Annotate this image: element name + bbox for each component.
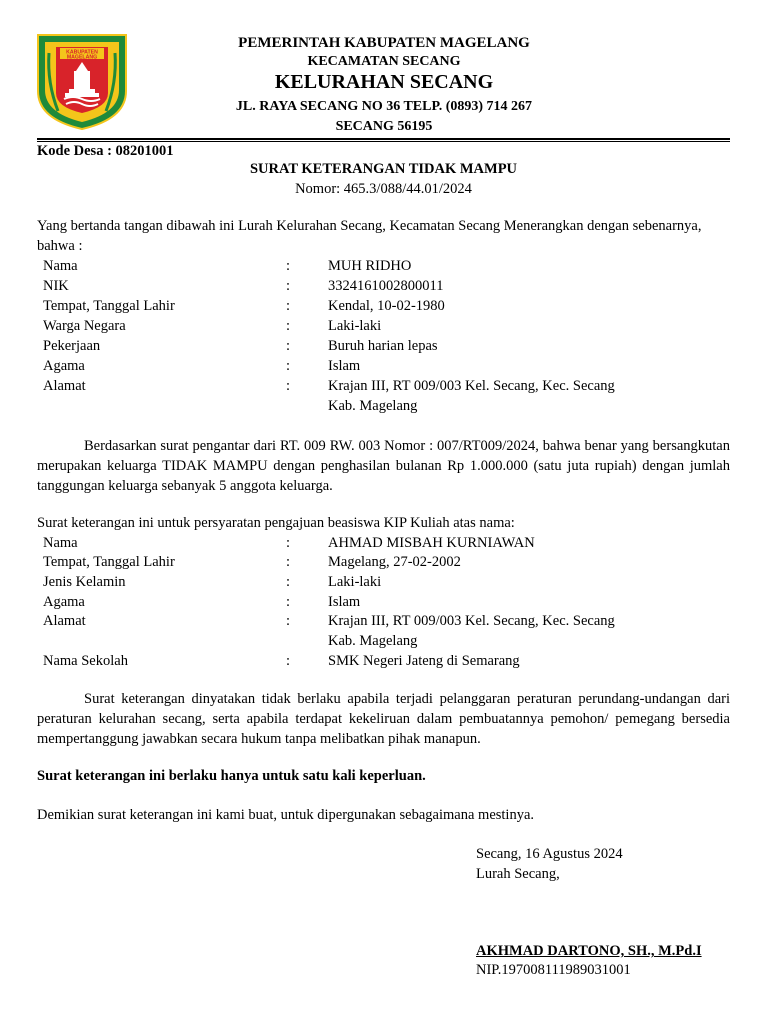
field-label: Tempat, Tanggal Lahir [43, 298, 175, 314]
field-label: NIK [43, 278, 69, 294]
header-address: JL. RAYA SECANG NO 36 TELP. (0893) 714 267 [235, 99, 533, 114]
field-label: Nama Sekolah [43, 653, 128, 669]
field-value-continued: Kab. Magelang [328, 398, 418, 414]
field-value: SMK Negeri Jateng di Semarang [328, 653, 520, 669]
kode-desa: Kode Desa : 08201001 [37, 143, 174, 159]
field-value: AHMAD MISBAH KURNIAWAN [328, 535, 535, 551]
field-value: Laki-laki [328, 574, 382, 590]
person1-row [43, 276, 693, 296]
body-paragraph-1: Berdasarkan surat pengantar dari RT. 009 RW. 003 Nomor : 007/RT009/2024, bahwa benar yang bersangkutan merupakan keluarga TIDAK MAMPU dengan penghasilan bulanan Rp 1.000.000 (satu juta rupiah) dengan jumlah tanggungan keluarga sebanyak 5 anggota keluarga. [37, 438, 730, 494]
svg-text:KABUPATEN: KABUPATEN [66, 49, 98, 56]
field-value: Kendal, 10-02-1980 [328, 298, 445, 314]
field-separator: : [286, 554, 291, 570]
body-paragraph-2: Surat keterangan dinyatakan tidak berlaku apabila terjadi pelanggaran peraturan perundang-undangan dari peraturan kelurahan secang, serta apabila terdapat kekeliruan dalam pembuatannya pemohon/ pemegang bersedia mempertanggung jawabkan secara hukum tanpa melibatkan pihak manapun. [37, 691, 730, 747]
field-value: Magelang, 27-02-2002 [328, 554, 461, 570]
field-separator: : [286, 298, 291, 314]
letter-number: Nomor: 465.3/088/44.01/2024 [295, 181, 472, 197]
field-separator: : [286, 278, 291, 294]
person2-row [43, 572, 693, 592]
field-value: Laki-laki [328, 318, 382, 334]
header-government: PEMERINTAH KABUPATEN MAGELANG [238, 35, 530, 51]
svg-text:MAGELANG: MAGELANG [66, 54, 98, 61]
person2-row [43, 552, 693, 572]
field-label: Agama [43, 358, 85, 374]
field-value: Islam [328, 594, 361, 610]
header-postal: SECANG 56195 [335, 119, 433, 134]
field-label: Alamat [43, 613, 86, 629]
signature-place-date: Secang, 16 Agustus 2024 [476, 846, 623, 862]
field-value: Krajan III, RT 009/003 Kel. Secang, Kec. Secang [328, 613, 615, 629]
field-separator: : [286, 594, 291, 610]
person2-row [43, 533, 693, 553]
header-district: KECAMATAN SECANG [307, 54, 461, 69]
person1-row [43, 316, 693, 336]
field-separator: : [286, 378, 291, 394]
person2-row [43, 651, 693, 671]
closing-text: Demikian surat keterangan ini kami buat, untuk dipergunakan sebagaimana mestinya. [37, 807, 535, 823]
field-label: Tempat, Tanggal Lahir [43, 554, 175, 570]
field-value: 3324161002800011 [328, 278, 444, 294]
intro-text: Yang bertanda tangan dibawah ini Lurah Kelurahan Secang, Kecamatan Secang Menerangkan dengan sebenarnya, bahwa : [37, 218, 702, 254]
field-separator: : [286, 613, 291, 629]
field-label: Warga Negara [43, 318, 126, 334]
intro-text-2: Surat keterangan ini untuk persyaratan pengajuan beasiswa KIP Kuliah atas nama: [37, 515, 515, 531]
field-label: Agama [43, 594, 85, 610]
person1-row [43, 376, 693, 416]
field-value-continued: Kab. Magelang [328, 633, 418, 649]
field-value: MUH RIDHO [328, 258, 412, 274]
field-separator: : [286, 318, 291, 334]
header-rule-thick [37, 138, 730, 140]
signatory-nip: NIP.197008111989031001 [476, 962, 631, 978]
field-value: Krajan III, RT 009/003 Kel. Secang, Kec. Secang [328, 378, 615, 394]
letter-title: SURAT KETERANGAN TIDAK MAMPU [249, 161, 518, 177]
validity-notice: Surat keterangan ini berlaku hanya untuk satu kali keperluan. [37, 768, 426, 784]
signatory-name: AKHMAD DARTONO, SH., M.Pd.I [476, 943, 702, 959]
field-separator: : [286, 574, 291, 590]
field-label: Alamat [43, 378, 86, 394]
person2-row [43, 592, 693, 612]
field-separator: : [286, 358, 291, 374]
header-village: KELURAHAN SECANG [274, 71, 494, 93]
person1-row [43, 256, 693, 276]
person1-row [43, 356, 693, 376]
field-value: Islam [328, 358, 361, 374]
field-separator: : [286, 653, 291, 669]
field-value: Buruh harian lepas [328, 338, 438, 354]
field-separator: : [286, 535, 291, 551]
field-separator: : [286, 258, 291, 274]
signature-position: Lurah Secang, [476, 866, 560, 882]
field-label: Nama [43, 535, 78, 551]
person1-row [43, 296, 693, 316]
field-label: Pekerjaan [43, 338, 101, 354]
person1-row [43, 336, 693, 356]
field-label: Nama [43, 258, 78, 274]
person2-row [43, 611, 693, 651]
kabupaten-magelang-logo [36, 33, 128, 131]
field-label: Jenis Kelamin [43, 574, 126, 590]
field-separator: : [286, 338, 291, 354]
